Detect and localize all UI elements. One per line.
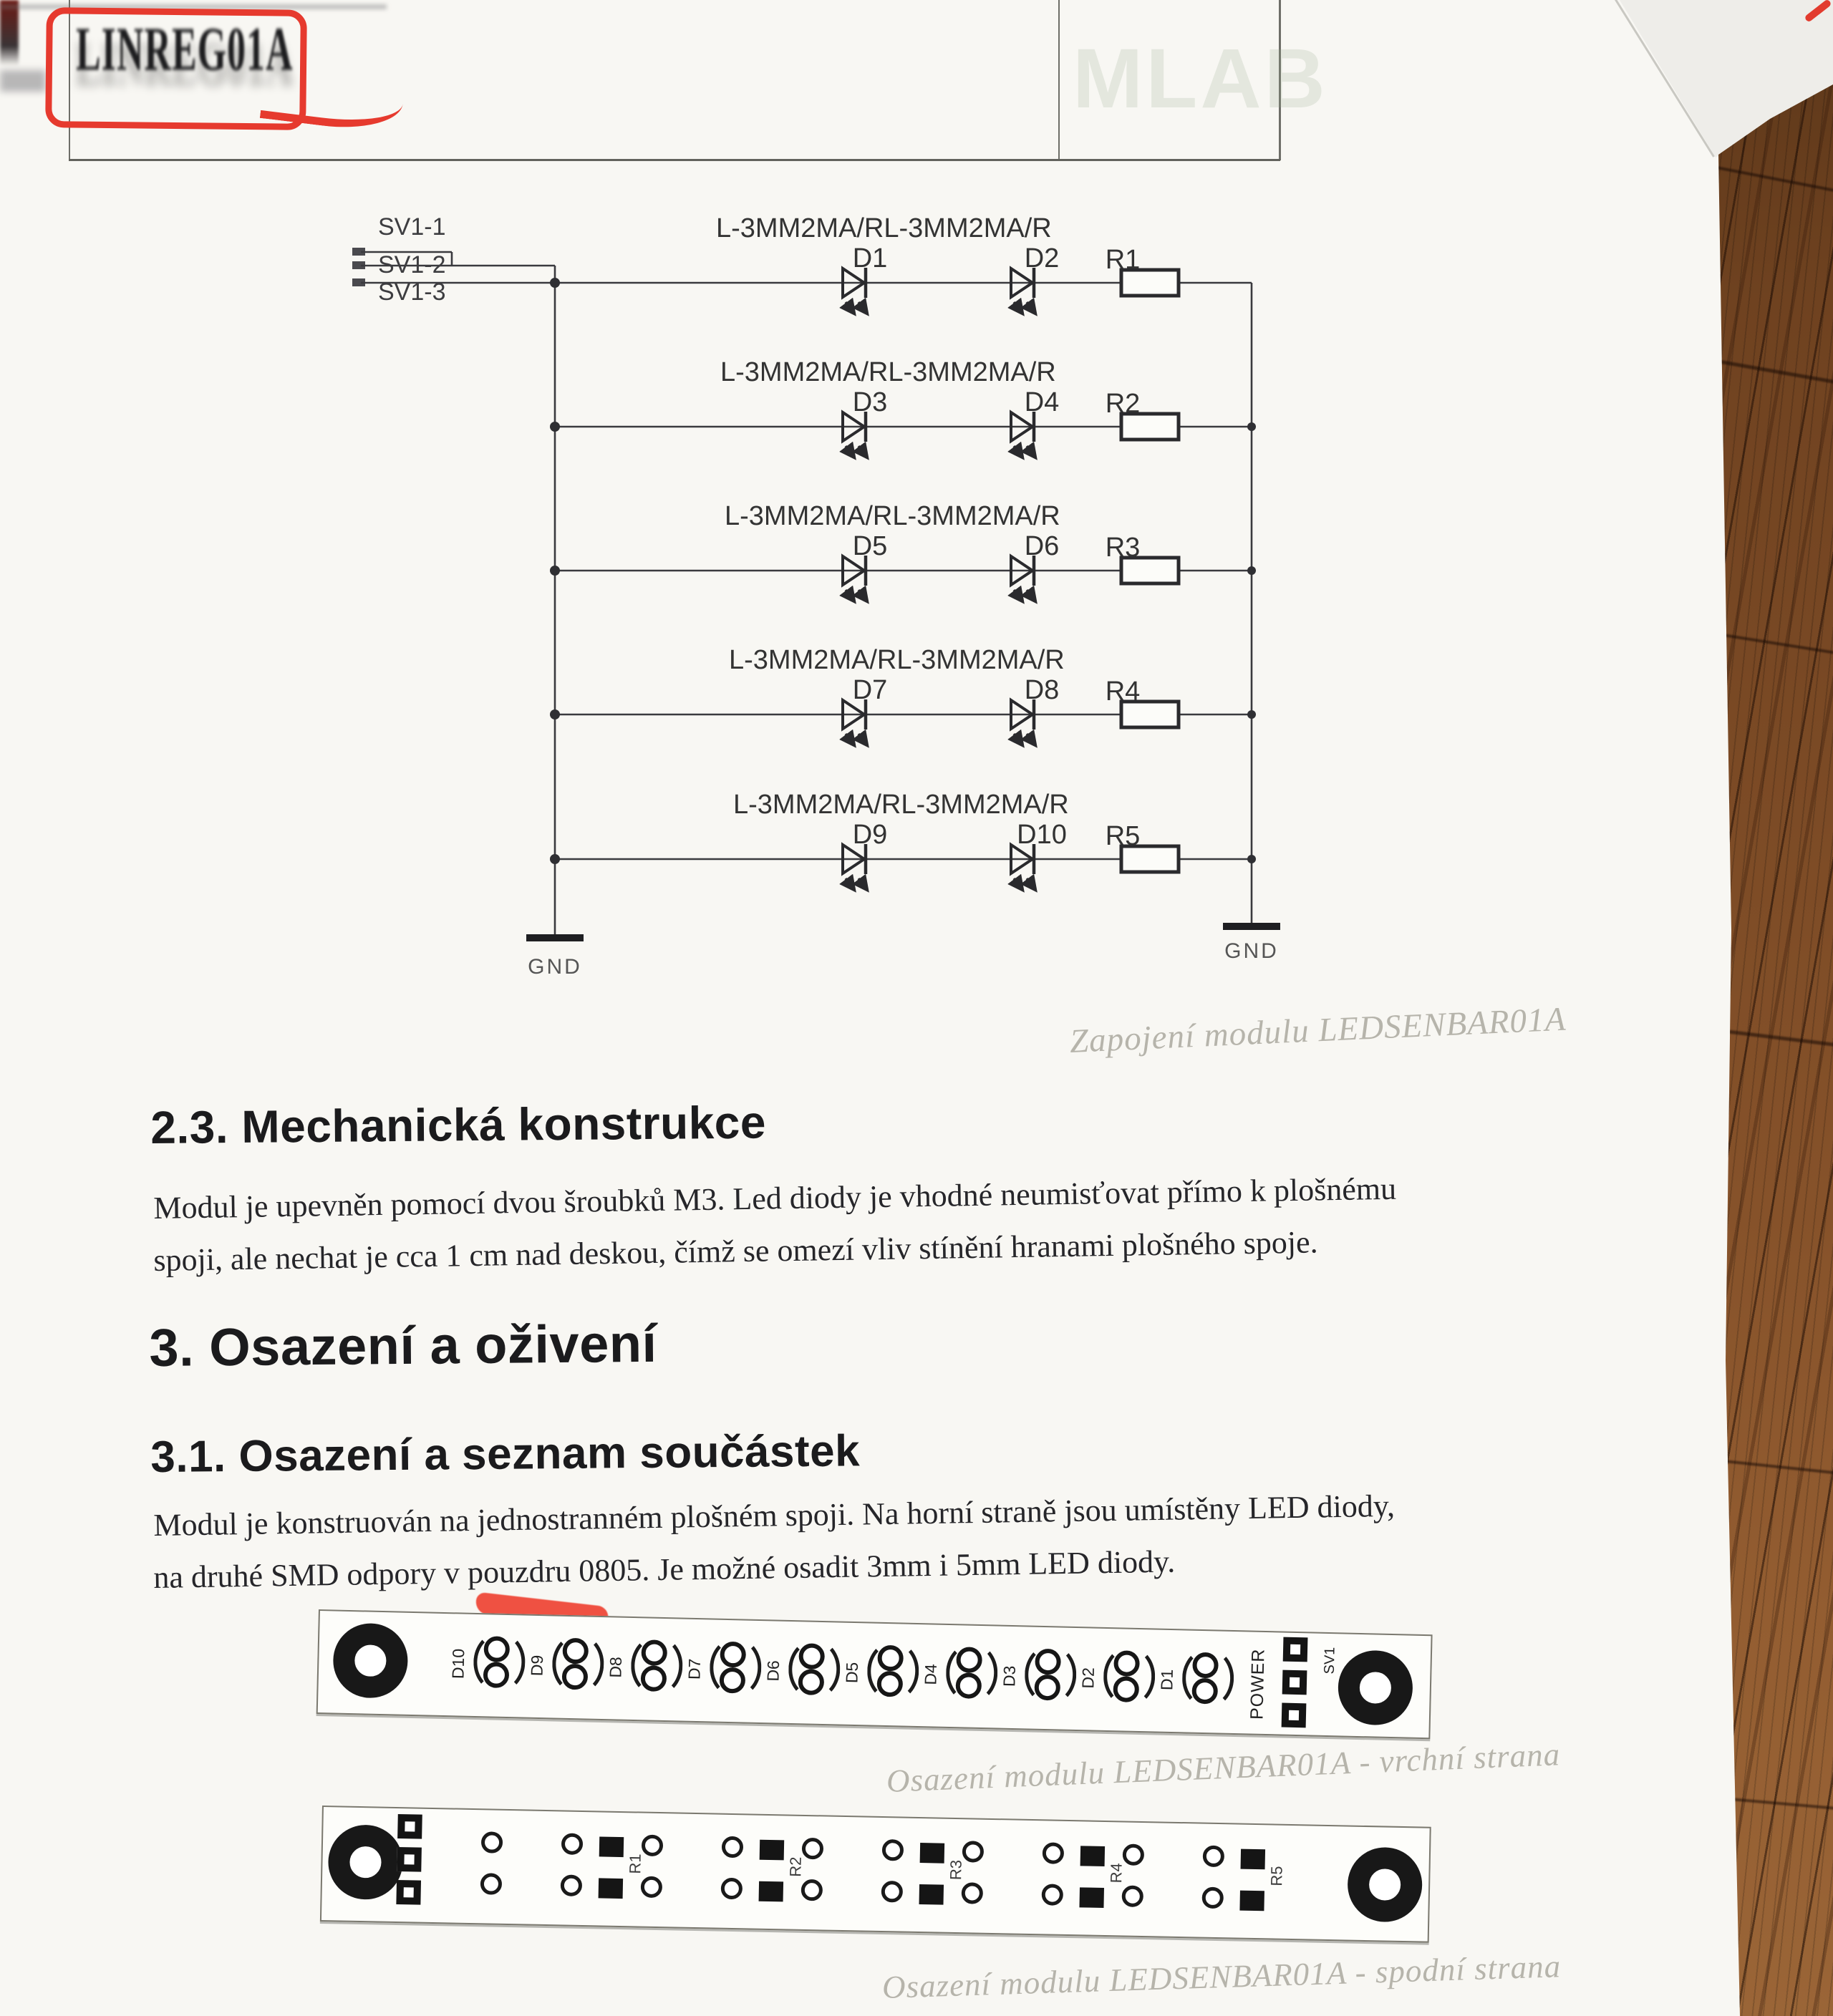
led-symbol <box>1011 268 1035 314</box>
schematic-diagram <box>301 193 1317 1002</box>
pcb-top-view-image <box>316 1609 1433 1739</box>
led-ref-label: D7 <box>852 675 888 705</box>
connector-pin-label: SV1-3 <box>378 278 446 306</box>
solder-pad <box>722 1836 744 1858</box>
led-ref-label: D10 <box>1017 820 1067 850</box>
power-silk-label: POWER <box>1247 1648 1269 1720</box>
module-name-stamp: LINREG01A <box>76 15 294 84</box>
solder-pad <box>641 1876 663 1899</box>
connector-pin-label: SV1-2 <box>378 251 446 278</box>
led-footprint-label: D4 <box>921 1663 940 1685</box>
pcb-top-caption: Osazení modulu LEDSENBAR01A - vrchní strana <box>885 1736 1561 1799</box>
pcb-bottom-view-image <box>320 1806 1431 1943</box>
solder-pad <box>1043 1842 1065 1864</box>
mounting-hole <box>1347 1847 1423 1923</box>
connector-pad <box>1282 1703 1307 1728</box>
led-ref-label: D1 <box>852 243 888 273</box>
resistor-pad <box>1079 1887 1104 1908</box>
resistor-ref-label: R4 <box>1105 677 1141 707</box>
resistor-pad <box>599 1878 624 1899</box>
mounting-hole <box>1338 1649 1413 1725</box>
solder-pad <box>882 1839 904 1861</box>
resistor-footprint-label: R3 <box>947 1859 965 1881</box>
ground-label: GND <box>528 955 582 979</box>
connector-pad <box>397 1847 422 1872</box>
solder-pad <box>561 1833 584 1855</box>
solder-pad <box>801 1879 823 1901</box>
solder-pad <box>1201 1887 1224 1909</box>
led-footprint-label: D3 <box>1000 1665 1019 1687</box>
solder-pad <box>881 1881 904 1903</box>
wood-table-background <box>1661 0 1833 2016</box>
led-symbol <box>1011 699 1035 745</box>
paragraph-line: Modul je konstruován na jednostranném plošném spoji. Na horní straně jsou umístěny LED diody, <box>153 1488 1396 1543</box>
led-ref-label: D6 <box>1024 531 1060 561</box>
connector-pad <box>396 1880 421 1905</box>
solder-pad <box>962 1841 985 1863</box>
solder-pad <box>962 1882 984 1904</box>
resistor-pad <box>919 1884 944 1905</box>
solder-pad <box>642 1835 664 1857</box>
sv1-silk-label: SV1 <box>1321 1647 1338 1675</box>
led-footprint-label: D10 <box>448 1648 468 1680</box>
led-ref-label: D4 <box>1024 387 1060 417</box>
section-3-1-heading: 3.1. Osazení a seznam součástek <box>150 1426 861 1482</box>
section-3-heading: 3. Osazení a oživení <box>149 1313 657 1377</box>
pcb-bottom-caption: Osazení modulu LEDSENBAR01A - spodní strana <box>881 1948 1562 2005</box>
connector-pad <box>1283 1637 1308 1662</box>
solder-pad <box>1123 1843 1145 1866</box>
resistor-footprint-label: R5 <box>1267 1866 1286 1886</box>
connector-pad <box>397 1814 422 1839</box>
ground-label: GND <box>1224 939 1279 963</box>
solder-pad <box>480 1873 503 1895</box>
led-footprint-label: D1 <box>1157 1669 1176 1691</box>
mounting-hole <box>328 1824 404 1900</box>
led-symbol <box>1011 556 1035 601</box>
section-2-3-heading: 2.3. Mechanická konstrukce <box>150 1096 767 1153</box>
resistor-footprint-label: R1 <box>626 1853 644 1874</box>
resistor-ref-label: R1 <box>1105 245 1141 275</box>
header-table-border <box>69 159 1280 161</box>
resistor-pad <box>920 1843 945 1864</box>
schematic-caption: Zapojení modulu LEDSENBAR01A <box>1068 1000 1567 1060</box>
led-symbol <box>843 412 867 457</box>
led-footprint-label: D9 <box>527 1654 547 1677</box>
connector-pins <box>352 248 365 286</box>
led-symbol <box>843 268 867 314</box>
led-type-label: L-3MM2MA/RL-3MM2MA/R <box>716 213 1052 243</box>
led-ref-label: D5 <box>852 531 888 561</box>
led-ref-label: D3 <box>852 387 888 417</box>
paragraph-line: Modul je upevněn pomocí dvou šroubků M3. Led diody je vhodné neumisťovat přímo k plošnému <box>153 1171 1397 1226</box>
resistor-footprint-label: R4 <box>1107 1863 1126 1884</box>
led-ref-label: D2 <box>1024 243 1060 273</box>
led-ref-label: D8 <box>1024 675 1060 705</box>
resistor-pad <box>599 1836 624 1857</box>
led-symbol <box>843 556 867 601</box>
led-footprint-label: D5 <box>842 1662 862 1684</box>
led-ref-label: D9 <box>852 820 888 850</box>
scan-edge-smudge <box>0 0 19 66</box>
led-symbol <box>843 844 867 890</box>
resistor-pad <box>760 1840 785 1861</box>
solder-pad <box>1203 1846 1225 1868</box>
resistor-ref-label: R2 <box>1105 389 1141 419</box>
connector-pad <box>1282 1670 1307 1695</box>
solder-pad <box>721 1878 743 1900</box>
led-type-label: L-3MM2MA/RL-3MM2MA/R <box>733 790 1069 820</box>
resistor-pad <box>759 1881 784 1902</box>
solder-pad <box>802 1838 824 1860</box>
scan-streak <box>0 70 46 92</box>
resistor-pad <box>1239 1891 1264 1911</box>
mlab-watermark: MLAB <box>1073 32 1328 126</box>
solder-pad <box>561 1874 583 1896</box>
led-type-label: L-3MM2MA/RL-3MM2MA/R <box>729 645 1065 675</box>
solder-pad <box>1042 1884 1064 1906</box>
solder-pad <box>1121 1885 1143 1907</box>
resistor-ref-label: R5 <box>1105 821 1141 851</box>
led-footprint-label: D7 <box>685 1658 705 1680</box>
mounting-hole <box>332 1622 408 1698</box>
paragraph-line: na druhé SMD odpory v pouzdru 0805. Je možné osadit 3mm i 5mm LED diody. <box>153 1544 1176 1595</box>
resistor-footprint-label: R2 <box>786 1856 805 1878</box>
led-symbol <box>1011 412 1035 457</box>
connector-pin-label: SV1-1 <box>378 213 446 241</box>
resistor-ref-label: R3 <box>1105 533 1141 563</box>
resistor-pad <box>1080 1846 1106 1866</box>
led-type-label: L-3MM2MA/RL-3MM2MA/R <box>720 357 1056 387</box>
header-table-border <box>1058 0 1060 160</box>
led-footprint-label: D8 <box>606 1656 626 1678</box>
led-footprint-label: D6 <box>763 1659 783 1682</box>
solder-pad <box>481 1831 503 1853</box>
resistor-pad <box>1241 1849 1266 1870</box>
paragraph-line: spoji, ale nechat je cca 1 cm nad deskou, čímž se omezí vliv stínění hranami plošného spoje. <box>153 1224 1318 1278</box>
led-type-label: L-3MM2MA/RL-3MM2MA/R <box>725 501 1060 531</box>
led-symbol <box>1011 844 1035 890</box>
led-footprint-label: D2 <box>1078 1667 1098 1689</box>
led-symbol <box>843 699 867 745</box>
